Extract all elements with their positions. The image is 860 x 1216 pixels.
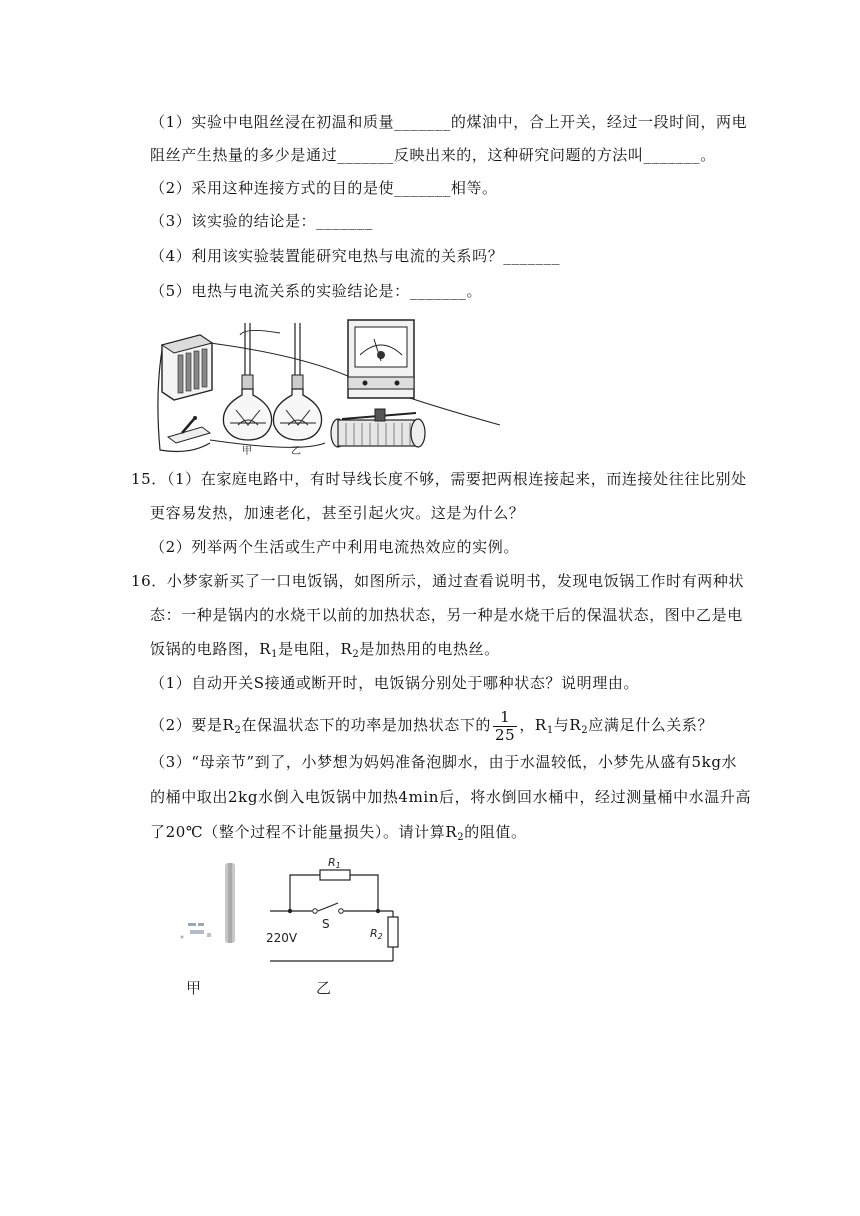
label-s: S — [322, 917, 330, 931]
q16-figure — [160, 855, 410, 1000]
battery-box — [162, 335, 212, 400]
q16-part1: （1）自动开关S接通或断开时，电饭锅分别处于哪种状态？说明理由。 — [150, 674, 640, 692]
switch-contact-right — [339, 909, 344, 914]
q16-part2: （2）要是$R_2$在保温状态下的功率是加热状态下的 $\frac{1}{25}$ ，$R_1$与$R_2$应满足什么关系？ — [150, 707, 714, 744]
q14-part3: （3）该实验的结论是：_______ — [150, 212, 373, 230]
flask-jia — [223, 323, 271, 440]
q14-apparatus-figure — [150, 315, 535, 460]
switch-contact-left — [313, 909, 318, 914]
figure-label-jia: 甲 — [186, 979, 202, 997]
q16-part3-line1: （3）“母亲节”到了，小梦想为妈妈准备泡脚水，由于水温较低，小梦先从盛有5kg水 — [150, 753, 738, 771]
q14-part1-line2: 阻丝产生热量的多少是通过_______反映出来的，这种研究问题的方法叫_______。 — [150, 146, 716, 164]
junction-right — [376, 909, 380, 913]
q15-part2: （2）列举两个生活或生产中利用电流热效应的实例。 — [150, 538, 519, 556]
fraction-1-25: $\frac{1}{25}$ — [495, 707, 516, 744]
flask-yi-label: 乙 — [291, 446, 301, 457]
q16-line1: 16．小梦家新买了一口电饭锅，如图所示，通过查看说明书，发现电饭锅工作时有两种状 — [131, 572, 745, 590]
q14-part2: （2）采用这种连接方式的目的是使_______相等。 — [150, 179, 498, 197]
flask-jia-label: 甲 — [242, 446, 252, 457]
rice-cooker-image — [181, 863, 236, 943]
q15-part1-line1: 15．（1）在家庭电路中，有时导线长度不够，需要把两根连接起来，而连接处往往比别处 — [131, 470, 747, 488]
q14-part5: （5）电热与电流关系的实验结论是：_______。 — [150, 282, 483, 300]
label-r1: R1 — [328, 856, 341, 870]
q16-line2: 态：一种是锅内的水烧干以前的加热状态，另一种是水烧干后的保温状态，图中乙是电 — [150, 606, 743, 624]
label-voltage: 220V — [266, 931, 298, 945]
q14-part4: （4）利用该实验装置能研究电热与电流的关系吗？_______ — [150, 247, 561, 265]
knife-switch — [168, 416, 210, 443]
junction-left — [288, 909, 292, 913]
q16-part3-line3: 了20℃（整个过程不计能量损失）。请计算$R_2$的阻值。 — [150, 823, 527, 843]
q16-part3-line2: 的桶中取出2kg水倒入电饭锅中加热4min后，将水倒回水桶中，经过测量桶中水温升高 — [150, 788, 752, 806]
q15-part1-line2: 更容易发热，加速老化，甚至引起火灾。这是为什么？ — [150, 504, 525, 522]
q16-line3: 饭锅的电路图，$R_1$是电阻，$R_2$是加热用的电热丝。 — [150, 640, 500, 660]
ammeter — [348, 320, 414, 398]
label-r2: R2 — [370, 927, 383, 941]
q14-part1-line1: （1）实验中电阻丝浸在初温和质量_______的煤油中，合上开关，经过一段时间，两电 — [150, 113, 748, 131]
flask-yi — [273, 323, 321, 440]
circuit-diagram — [270, 870, 398, 961]
rheostat — [331, 409, 425, 447]
figure-label-yi: 乙 — [316, 979, 332, 997]
